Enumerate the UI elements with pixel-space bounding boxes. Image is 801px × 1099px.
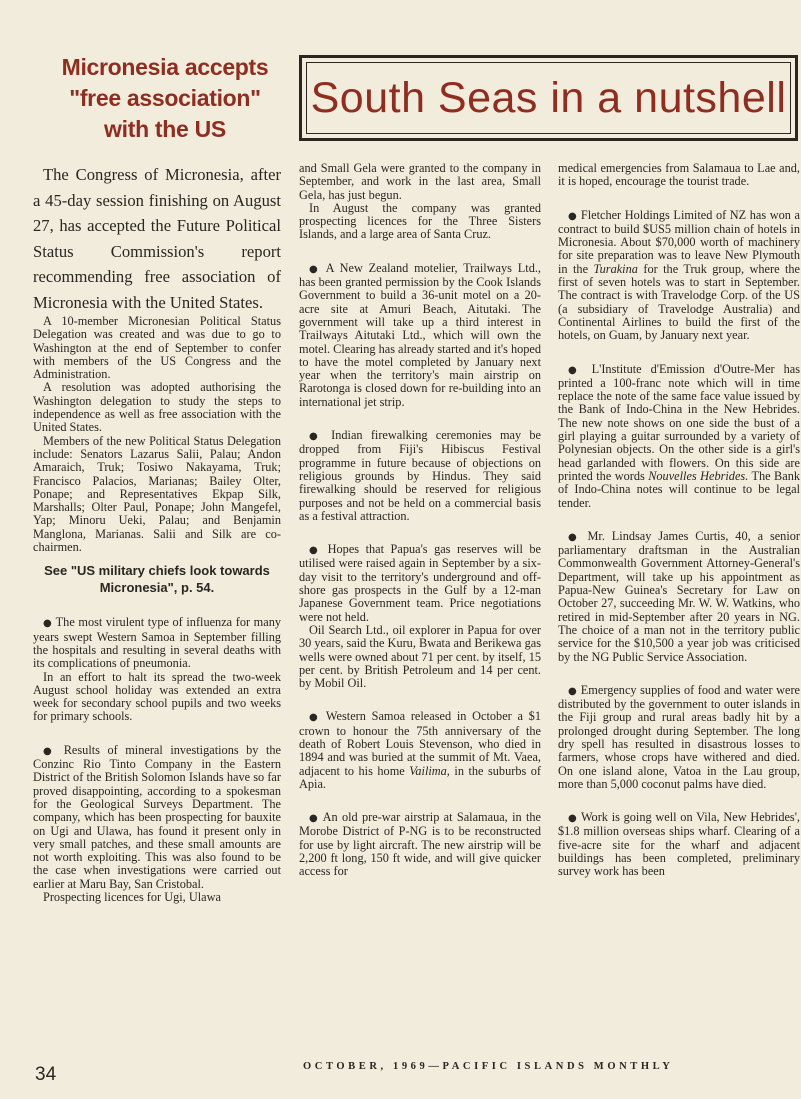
news-item-drought [558,684,800,791]
news-item-motel [299,262,541,409]
bullet-icon: ● [309,712,321,724]
bullet-icon: ● [568,364,583,376]
bullet-icon: ● [568,813,578,825]
item-text: Hopes that Papua's gas reserves will be utilised were raised again in September by a six-day visit to the territory's underground and off-shore gas prospects in the Gulf by a 12-man Japanese Government team. Price negotiations were not held. [299,542,541,624]
see-also-note: See "US military chiefs look towards Micronesia", p. 54. [44,563,270,596]
bullet-icon: ● [309,263,321,275]
column-3 [558,162,800,879]
page-number: 34 [35,1064,57,1085]
item-text: Emergency supplies of food and water were distributed by the government to outer islands in the Fiji group and rural areas badly hit by a prolonged drought during September. The long dry spell has resulted in disastrous losses to farmers, whose crops have withered and died. On one island alone, Vatoa in the Lau group, more than 5,000 coconut palms have died. [558,682,800,791]
article-headline [40,52,290,145]
news-item-minerals [33,744,281,891]
news-item-fletcher [558,209,800,343]
section-masthead [299,55,798,141]
bullet-icon: ● [568,685,578,697]
italic-text: Nouvelles Hebrides. [648,468,749,483]
item-text: for the Truk group, where the first of seven hotels was to start in September. The contract is with Travelodge Corp. of the US (a subsidiary of Travelodge Australia) and Continental Airlines to build the first of the hotels, on Guam, by January next year. [558,261,800,343]
paragraph: medical emergencies from Salamaua to Lae and, it is hoped, encourage the tourist trade. [558,161,800,189]
item-text: L'Institute d'Emission d'Outre-Mer has printed a 100-franc note which will in time replace the note of the same face value issued by the Bank of Indo-China in the New Hebrides. The new note shows on one side the bust of a girl playing a guitar surrounded by a variety of Polynesian objects. On the other side is a girl's head garlanded with flowers. On this side are printed the words [558,361,800,483]
bullet-icon: ● [568,210,578,222]
news-item-wharf [558,811,800,878]
news-item-firewalking [299,429,541,523]
item-text: An old pre-war airstrip at Salamaua, in the Morobe District of P-NG is to be reconstructed for use by light aircraft. The new airstrip will be 2,200 ft long, 150 ft wide, and will give quicker access for [299,810,541,879]
bullet-icon: ● [309,813,319,825]
headline-line-2: "free association" [69,85,261,111]
item-text: A New Zealand motelier, Trailways Ltd., has been granted permission by the Cook Islands Government to build a 36-unit motel on a 20-acre site at Amuri Beach, Aitutaki. The government will take up a third interest in Trailways Aitutaki Ltd., which will own the motel. Clearing has already started and it's hoped to have the motel completed by January next year when the territory's main airstrip on Rarotonga is closed down for re-building into an international jet strip. [299,260,541,409]
bullet-icon: ● [43,618,53,630]
item-text: Work is going well on Vila, New Hebrides', $1.8 million overseas ships wharf. Clearing of a five-acre site for the wharf and adjacent buildings has been completed, preliminary survey work has been [558,810,801,879]
news-item-gas [299,543,541,624]
paragraph: Oil Search Ltd., oil explorer in Papua for over 30 years, said the Kuru, Bwata and Berikewa gas wells were owned about 71 per cent. by itself, 15 per cent. by British Petroleum and 14 per cent. by Mobil Oil. [299,622,541,691]
news-item-curtis [558,530,800,664]
column-1 [33,162,281,904]
lead-paragraph: The Congress of Micronesia, after a 45-day session finishing on August 27, has accepted the Future Political Status Commission's report recommending free association of Micronesia with the United States. [33,165,281,312]
paragraph: In an effort to halt its spread the two-week August school holiday was extended an extra week for secondary school pupils and two weeks for primary schools. [33,669,281,724]
headline-line-3: with the US [104,116,226,142]
news-item-stevenson [299,710,541,791]
item-text: The Bank of Indo-China notes will continue to be legal tender. [558,468,800,510]
paragraph: Prospecting licences for Ugi, Ulawa [43,889,221,904]
column-2 [299,162,541,879]
italic-text: Vailima, [409,763,450,778]
news-item-banknote [558,363,800,510]
italic-text: Turakina [593,261,638,276]
paragraph: Members of the new Political Status Delegation include: Senators Lazarus Salii, Palau; Andon Amaraich, Truk; Tosiwo Nakayama, Truk; Francisco Palacios, Marianas; Bailey Olter, Ponape; and Representatives Ekpap Silk, Marshalls; Olter Paul, Ponape; John Mangefel, Yap; Minoru Ueki, Palau; and Benjamin Manglona, Marianas. Salii and Silk are co-chairmen. [33,433,281,555]
item-text: Mr. Lindsay James Curtis, 40, a senior parliamentary draftsman in the Australian Commonwealth Government Attorney-General's Department, will take up his appointment as Papua-New Guinea's Secretary for Law on October 27, succeeding Mr. W. W. Watkins, who retired in mid-September after 20 years in NG. The choice of a man not in the territory public service for the $10,500 a year job was criticised by the NG Public Service Association. [558,528,800,664]
news-item-influenza [33,616,281,670]
paragraph: A resolution was adopted authorising the Washington delegation to study the steps to independence as well as free association with the United States. [33,380,281,435]
headline-line-1: Micronesia accepts [61,54,269,80]
running-footer: OCTOBER, 1969—PACIFIC ISLANDS MONTHLY [303,1061,674,1072]
paragraph: A 10-member Micronesian Political Status Delegation was created and was due to go to Washington at the end of September to confer with members of the US Congress and the Administration. [33,314,281,382]
item-text: Western Samoa released in October a $1 crown to honour the 75th anniversary of the death of Robert Louis Stevenson, who died in 1894 and was buried at the summit of Mt. Vaea, adjacent to his home [299,709,541,778]
bullet-icon: ● [309,545,322,557]
item-text: Results of mineral investigations by the Conzinc Rio Tinto Company in the Eastern District of the British Solomon Islands have so far proved disappointing, according to a spokesman for the Geological Surveys Department. The company, which has been prospecting for bauxite on Ugi and Ulawa, has found it present only in very small patches, and these small amounts are not worth exploiting. This was also found to be the case when investigations were carried out earlier at Maru Bay, San Cristobal. [33,742,281,891]
item-text: The most virulent type of influenza for many years swept Western Samoa in September filling the hospitals and resulting in several deaths with its complications of pneumonia. [33,615,281,671]
bullet-icon: ● [43,745,57,757]
paragraph: and Small Gela were granted to the company in September, and work in the last area, Small Gela, has just begun. [299,161,541,202]
news-item-airstrip [299,811,541,878]
item-text: Fletcher Holdings Limited of NZ has won a contract to build $US5 million chain of hotels in Micronesia. About $70,000 worth of machinery for site preparation was to leave New Plymouth in the [558,207,801,276]
item-text: in the suburbs of Apia. [299,763,542,791]
bullet-icon: ● [309,431,323,443]
bullet-icon: ● [568,531,581,543]
item-text: Indian firewalking ceremonies may be dropped from Fiji's Hibiscus Festival programme in future because of objections on religious grounds by Hindus. They said firewalking should be reserved for religious purposes and not be held on a commercial basis as a festival attraction. [299,428,541,523]
masthead-title: South Seas in a nutshell [306,62,791,134]
paragraph: In August the company was granted prospecting licences for the Three Sisters Islands, and a large area of Santa Cruz. [299,200,541,242]
